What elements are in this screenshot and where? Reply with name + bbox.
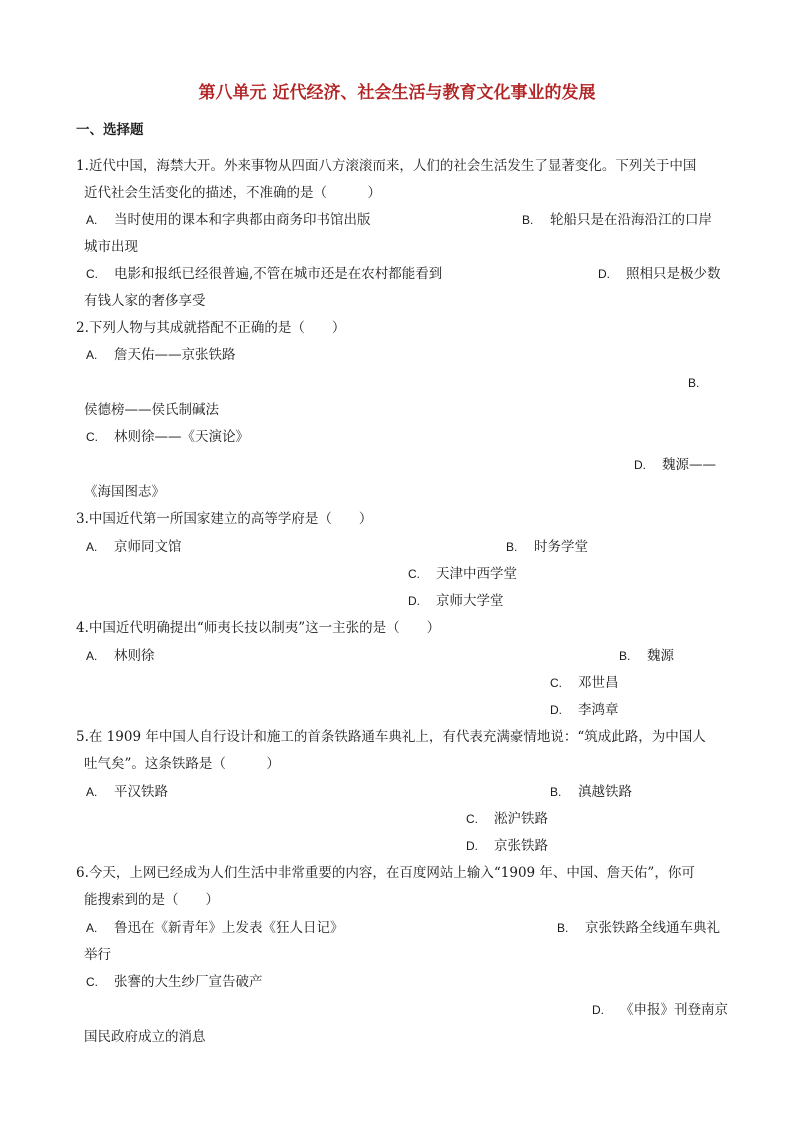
q2-option-d-cont: 《海国图志》 bbox=[84, 484, 165, 500]
page-title: 第八单元 近代经济、社会生活与教育文化事业的发展 bbox=[198, 83, 596, 103]
q3-option-c[interactable] bbox=[408, 565, 517, 583]
q6-stem-line1: 6.今天，上网已经成为人们生活中非常重要的内容，在百度网站上输入“1909 年、中国、詹天佑”，你可 bbox=[76, 865, 695, 881]
option-text: 平汉铁路 bbox=[114, 784, 168, 800]
q1-option-b[interactable] bbox=[522, 211, 712, 229]
q3-option-b[interactable] bbox=[506, 538, 588, 556]
option-label: B. bbox=[550, 785, 562, 799]
option-label: A. bbox=[86, 348, 98, 362]
q6-option-b-cont: 举行 bbox=[84, 947, 111, 963]
option-text: 京师同文馆 bbox=[114, 539, 182, 555]
option-text: 京张铁路全线通车典礼 bbox=[585, 920, 720, 936]
option-label: D. bbox=[598, 267, 610, 281]
option-text: 照相只是极少数 bbox=[626, 266, 721, 282]
option-text: 魏源 bbox=[647, 648, 674, 664]
option-label: D. bbox=[634, 458, 646, 472]
option-label: A. bbox=[86, 649, 98, 663]
option-text: 淞沪铁路 bbox=[494, 811, 548, 827]
q2-stem: 2.下列人物与其成就搭配不正确的是（ ） bbox=[76, 320, 346, 336]
option-text: 李鸿章 bbox=[578, 702, 619, 718]
q4-option-d[interactable] bbox=[550, 701, 619, 719]
q5-option-c[interactable] bbox=[466, 810, 548, 828]
q1-option-a[interactable] bbox=[86, 211, 371, 229]
option-label: C. bbox=[86, 430, 98, 444]
q1-option-b-cont: 城市出现 bbox=[84, 239, 138, 255]
q1-stem-line1: 1.近代中国，海禁大开。外来事物从四面八方滚滚而来，人们的社会生活发生了显著变化。下列关于中国 bbox=[76, 158, 697, 174]
q1-option-d[interactable] bbox=[598, 265, 721, 283]
option-text: 鲁迅在《新青年》上发表《狂人日记》 bbox=[114, 920, 344, 936]
option-text: 魏源—— bbox=[662, 457, 716, 473]
q6-option-c[interactable] bbox=[86, 973, 263, 991]
option-text: 滇越铁路 bbox=[578, 784, 632, 800]
option-text: 京张铁路 bbox=[494, 838, 548, 854]
option-label: D. bbox=[466, 839, 478, 853]
q5-option-b[interactable] bbox=[550, 783, 632, 801]
q1-stem-line2: 近代社会生活变化的描述，不准确的是（ ） bbox=[84, 185, 381, 201]
option-text: 张謇的大生纱厂宣告破产 bbox=[114, 974, 263, 990]
option-label: D. bbox=[408, 594, 420, 608]
option-text: 当时使用的课本和字典都由商务印书馆出版 bbox=[114, 212, 371, 228]
option-label: C. bbox=[408, 567, 420, 581]
q6-option-d[interactable] bbox=[592, 1001, 728, 1019]
q5-option-a[interactable] bbox=[86, 783, 168, 801]
q4-option-c[interactable] bbox=[550, 674, 619, 692]
q2-option-b-text: 侯德榜——侯氏制碱法 bbox=[84, 402, 219, 418]
option-label: C. bbox=[466, 812, 478, 826]
q2-option-d[interactable] bbox=[634, 456, 716, 474]
q6-option-b[interactable] bbox=[557, 919, 720, 937]
option-label: B. bbox=[557, 921, 569, 935]
option-label: D. bbox=[592, 1003, 604, 1017]
q3-option-a[interactable] bbox=[86, 538, 182, 556]
option-label: B. bbox=[688, 376, 700, 390]
option-label: A. bbox=[86, 213, 98, 227]
option-text: 邓世昌 bbox=[578, 675, 619, 691]
option-text: 轮船只是在沿海沿江的口岸 bbox=[550, 212, 712, 228]
q5-stem-line2: 吐气矣”。这条铁路是（ ） bbox=[84, 756, 280, 772]
option-label: A. bbox=[86, 921, 98, 935]
option-label: B. bbox=[619, 649, 631, 663]
q5-stem-line1: 5.在 1909 年中国人自行设计和施工的首条铁路通车典礼上，有代表充满豪情地说：“筑成此路，为中国人 bbox=[76, 729, 706, 745]
q4-option-a[interactable] bbox=[86, 647, 155, 665]
option-label: A. bbox=[86, 540, 98, 554]
q2-option-a[interactable] bbox=[86, 346, 236, 364]
q6-option-d-cont: 国民政府成立的消息 bbox=[84, 1029, 206, 1045]
option-label: D. bbox=[550, 703, 562, 717]
option-label: C. bbox=[86, 975, 98, 989]
option-text: 詹天佑——京张铁路 bbox=[114, 347, 236, 363]
option-text: 京师大学堂 bbox=[436, 593, 504, 609]
q6-option-a[interactable] bbox=[86, 919, 344, 937]
q5-option-d[interactable] bbox=[466, 837, 548, 855]
option-text: 天津中西学堂 bbox=[436, 566, 517, 582]
option-text: 《申报》刊登南京 bbox=[620, 1002, 728, 1018]
q4-option-b[interactable] bbox=[619, 647, 674, 665]
q2-option-b[interactable] bbox=[688, 374, 716, 392]
option-text: 时务学堂 bbox=[534, 539, 588, 555]
q6-stem-line2: 能搜索到的是（ ） bbox=[84, 892, 219, 908]
option-label: C. bbox=[86, 267, 98, 281]
option-label: C. bbox=[550, 676, 562, 690]
option-text: 林则徐 bbox=[114, 648, 155, 664]
q4-stem: 4.中国近代明确提出“师夷长技以制夷”这一主张的是（ ） bbox=[76, 620, 441, 636]
section-heading: 一、选择题 bbox=[76, 122, 144, 138]
q3-option-d[interactable] bbox=[408, 592, 504, 610]
option-label: B. bbox=[522, 213, 534, 227]
q1-option-c[interactable] bbox=[86, 265, 442, 283]
option-text: 林则徐——《天演论》 bbox=[114, 429, 249, 445]
option-label: B. bbox=[506, 540, 518, 554]
q3-stem: 3.中国近代第一所国家建立的高等学府是（ ） bbox=[76, 511, 373, 527]
q1-option-d-cont: 有钱人家的奢侈享受 bbox=[84, 293, 206, 309]
q2-option-c[interactable] bbox=[86, 428, 249, 446]
option-text: 电影和报纸已经很普遍,不管在城市还是在农村都能看到 bbox=[114, 266, 443, 282]
option-label: A. bbox=[86, 785, 98, 799]
